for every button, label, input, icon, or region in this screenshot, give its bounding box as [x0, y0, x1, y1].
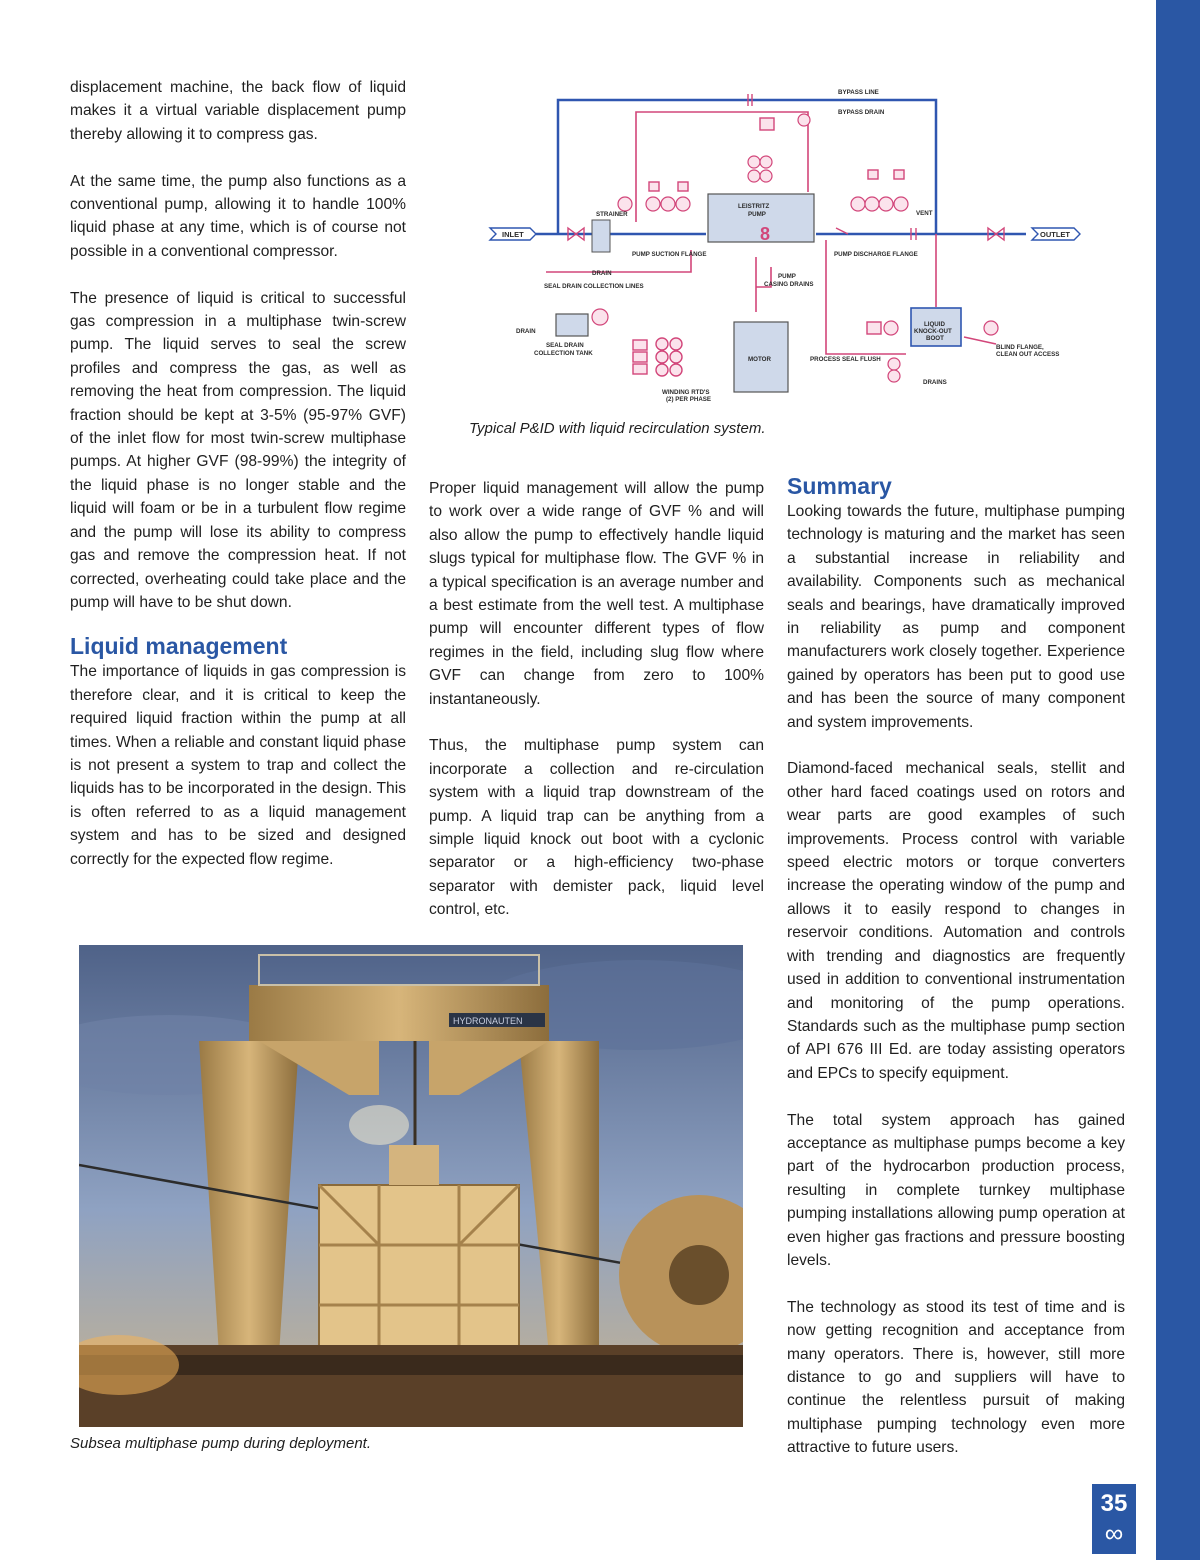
photo-caption: Subsea multiphase pump during deployment. [70, 1435, 372, 1452]
label-drain-left: DRAIN [516, 328, 536, 335]
page-number-badge [1092, 1484, 1136, 1554]
left-paragraph: At the same time, the pump also functions as a conventional pump, allowing it to handle 100% liquid phase at any time, which is of course not possible in a conventional compressor. [70, 172, 406, 260]
summary-heading: Summary [787, 473, 892, 499]
middle-paragraph: Proper liquid management will allow the pump to work over a wide range of GVF % and will also allow the pump to effectively handle liquid slugs typical for multiphase flow. The GVF % in a typical specification is an average number and a best estimate from the well test. A multiphase pump will encounter different types of flow regimes in the field, including slug flow where GVF can change from zero to 100% instantaneously. [429, 480, 764, 708]
deployment-photo [79, 945, 743, 1427]
right-paragraph: The technology as stood its test of time and is now getting recognition and acceptance from many operators. There is, however, still more distance to go and suppliers will have to continue the relentless pursuit of making multiphase pumping technology even more attractive to future users. [787, 1298, 1125, 1457]
label-outlet: OUTLET [1040, 230, 1070, 239]
label-discharge-flange: PUMP DISCHARGE FLANGE [834, 251, 918, 258]
label-inlet: INLET [502, 230, 524, 239]
label-boot-1: LIQUID [924, 321, 945, 328]
label-casing-drains-2: CASING DRAINS [764, 281, 814, 288]
svg-text:8: 8 [760, 224, 771, 244]
right-paragraph: Looking towards the future, multiphase pumping technology is maturing and the market has seen a substantial increase in reliability and availability. Components such as mechanical seals and bearings, have dramatically improved in reliability as pump and component manufacturers work closely together. Experience gained by operators has been put to good use and has been the source of many component and system improvements. [787, 503, 1125, 731]
liquid-management-heading: Liquid management [70, 633, 288, 660]
label-boot-2: KNOCK-OUT [914, 328, 952, 335]
pid-caption: Typical P&ID with liquid recirculation system. [469, 420, 766, 437]
label-pump-2: PUMP [748, 211, 766, 218]
label-winding-2: (2) PER PHASE [666, 396, 712, 403]
left-paragraph: displacement machine, the back flow of liquid makes it a virtual variable displacement pump thereby allowing it to compress gas. [70, 79, 406, 143]
left-section-paragraph: The importance of liquids in gas compression is therefore clear, and it is critical to keep the required liquid fraction within the pump at all times. When a reliable and constant liquid phase is not present a system to trap and collect the liquids has to be incorporated in the design. This is often referred to as a liquid management system and has to be sized and designed correctly for the expected flow regime. [70, 663, 406, 868]
gantry-sign: HYDRONAUTEN [453, 1016, 523, 1026]
label-seal-drain-lines: SEAL DRAIN COLLECTION LINES [544, 283, 644, 290]
label-drains: DRAINS [923, 379, 947, 386]
side-color-bar [1156, 0, 1200, 1560]
label-seal-tank-1: SEAL DRAIN [546, 342, 584, 349]
label-blind-1: BLIND FLANGE, [996, 344, 1044, 351]
label-bypass-line: BYPASS LINE [838, 89, 879, 96]
seal-tank-box [556, 314, 588, 336]
right-paragraph: Diamond-faced mechanical seals, stellit and other hard faced coatings used on rotors and wear parts are good examples of such improvements. Process control with variable speed electric motors or torque converters increase the operating window of the pump and allows it to easily respond to changes in reservoir conditions. Automation and controls with trending and diagnostics are frequently used in addition to conventional instrumentation and monitoring of the pump operations. Standards such as the multiphase pump section of API 676 III Ed. are today assisting operators and EPCs to specify equipment. [787, 760, 1125, 1082]
left-paragraph: The presence of liquid is critical to successful gas compression in a multiphase twin-screw pump. The liquid serves to seal the screw profiles and compress the gas, as well as removing the heat from compression. The liquid fraction should be kept at 3-5% (95-97% GVF) of the inlet flow for most twin-screw multiphase pumps. At higher GVF (98-99%) the integrity of the liquid phase is no longer stable and the liquid will foam or be in a turbulent flow regime and the pump will lose its ability to compress gas and remove the compression heat. If not corrected, overheating could take place and the pump will have to be shut down. [70, 289, 406, 611]
label-motor: MOTOR [748, 356, 771, 363]
middle-column [429, 477, 764, 922]
label-blind-2: CLEAN OUT ACCESS [996, 351, 1060, 358]
label-seal-flush: PROCESS SEAL FLUSH [810, 356, 881, 363]
label-winding-1: WINDING RTD'S [662, 389, 710, 396]
label-seal-tank-2: COLLECTION TANK [534, 350, 593, 357]
label-casing-drains-1: PUMP [778, 273, 796, 280]
infinity-icon: ∞ [1104, 1518, 1124, 1548]
label-bypass-drain: BYPASS DRAIN [838, 109, 885, 116]
strainer-symbol [592, 220, 610, 252]
label-drain: DRAIN [592, 270, 612, 277]
label-suction-flange: PUMP SUCTION FLANGE [632, 251, 707, 258]
right-column [787, 472, 1125, 1460]
label-boot-3: BOOT [926, 335, 944, 342]
left-column [70, 76, 406, 871]
middle-paragraph: Thus, the multiphase pump system can incorporate a collection and re-circulation system with a liquid trap downstream of the pump. A liquid trap can be anything from a simple liquid knock out boot with a cyclonic separator or a high-efficiency two-phase separator with demister pack, liquid level control, etc. [429, 737, 764, 919]
label-strainer: STRAINER [596, 211, 628, 218]
pid-diagram [486, 82, 1086, 412]
label-pump-1: LEISTRITZ [738, 203, 770, 210]
label-vent: VENT [916, 210, 933, 217]
page-number: 35 [1100, 1490, 1128, 1517]
right-paragraph: The total system approach has gained acceptance as multiphase pumps become a key part of the hydrocarbon production process, resulting in complete turnkey multiphase pumping installations allowing pump operation at even higher gas fractions and pressure boosting levels. [787, 1111, 1125, 1269]
